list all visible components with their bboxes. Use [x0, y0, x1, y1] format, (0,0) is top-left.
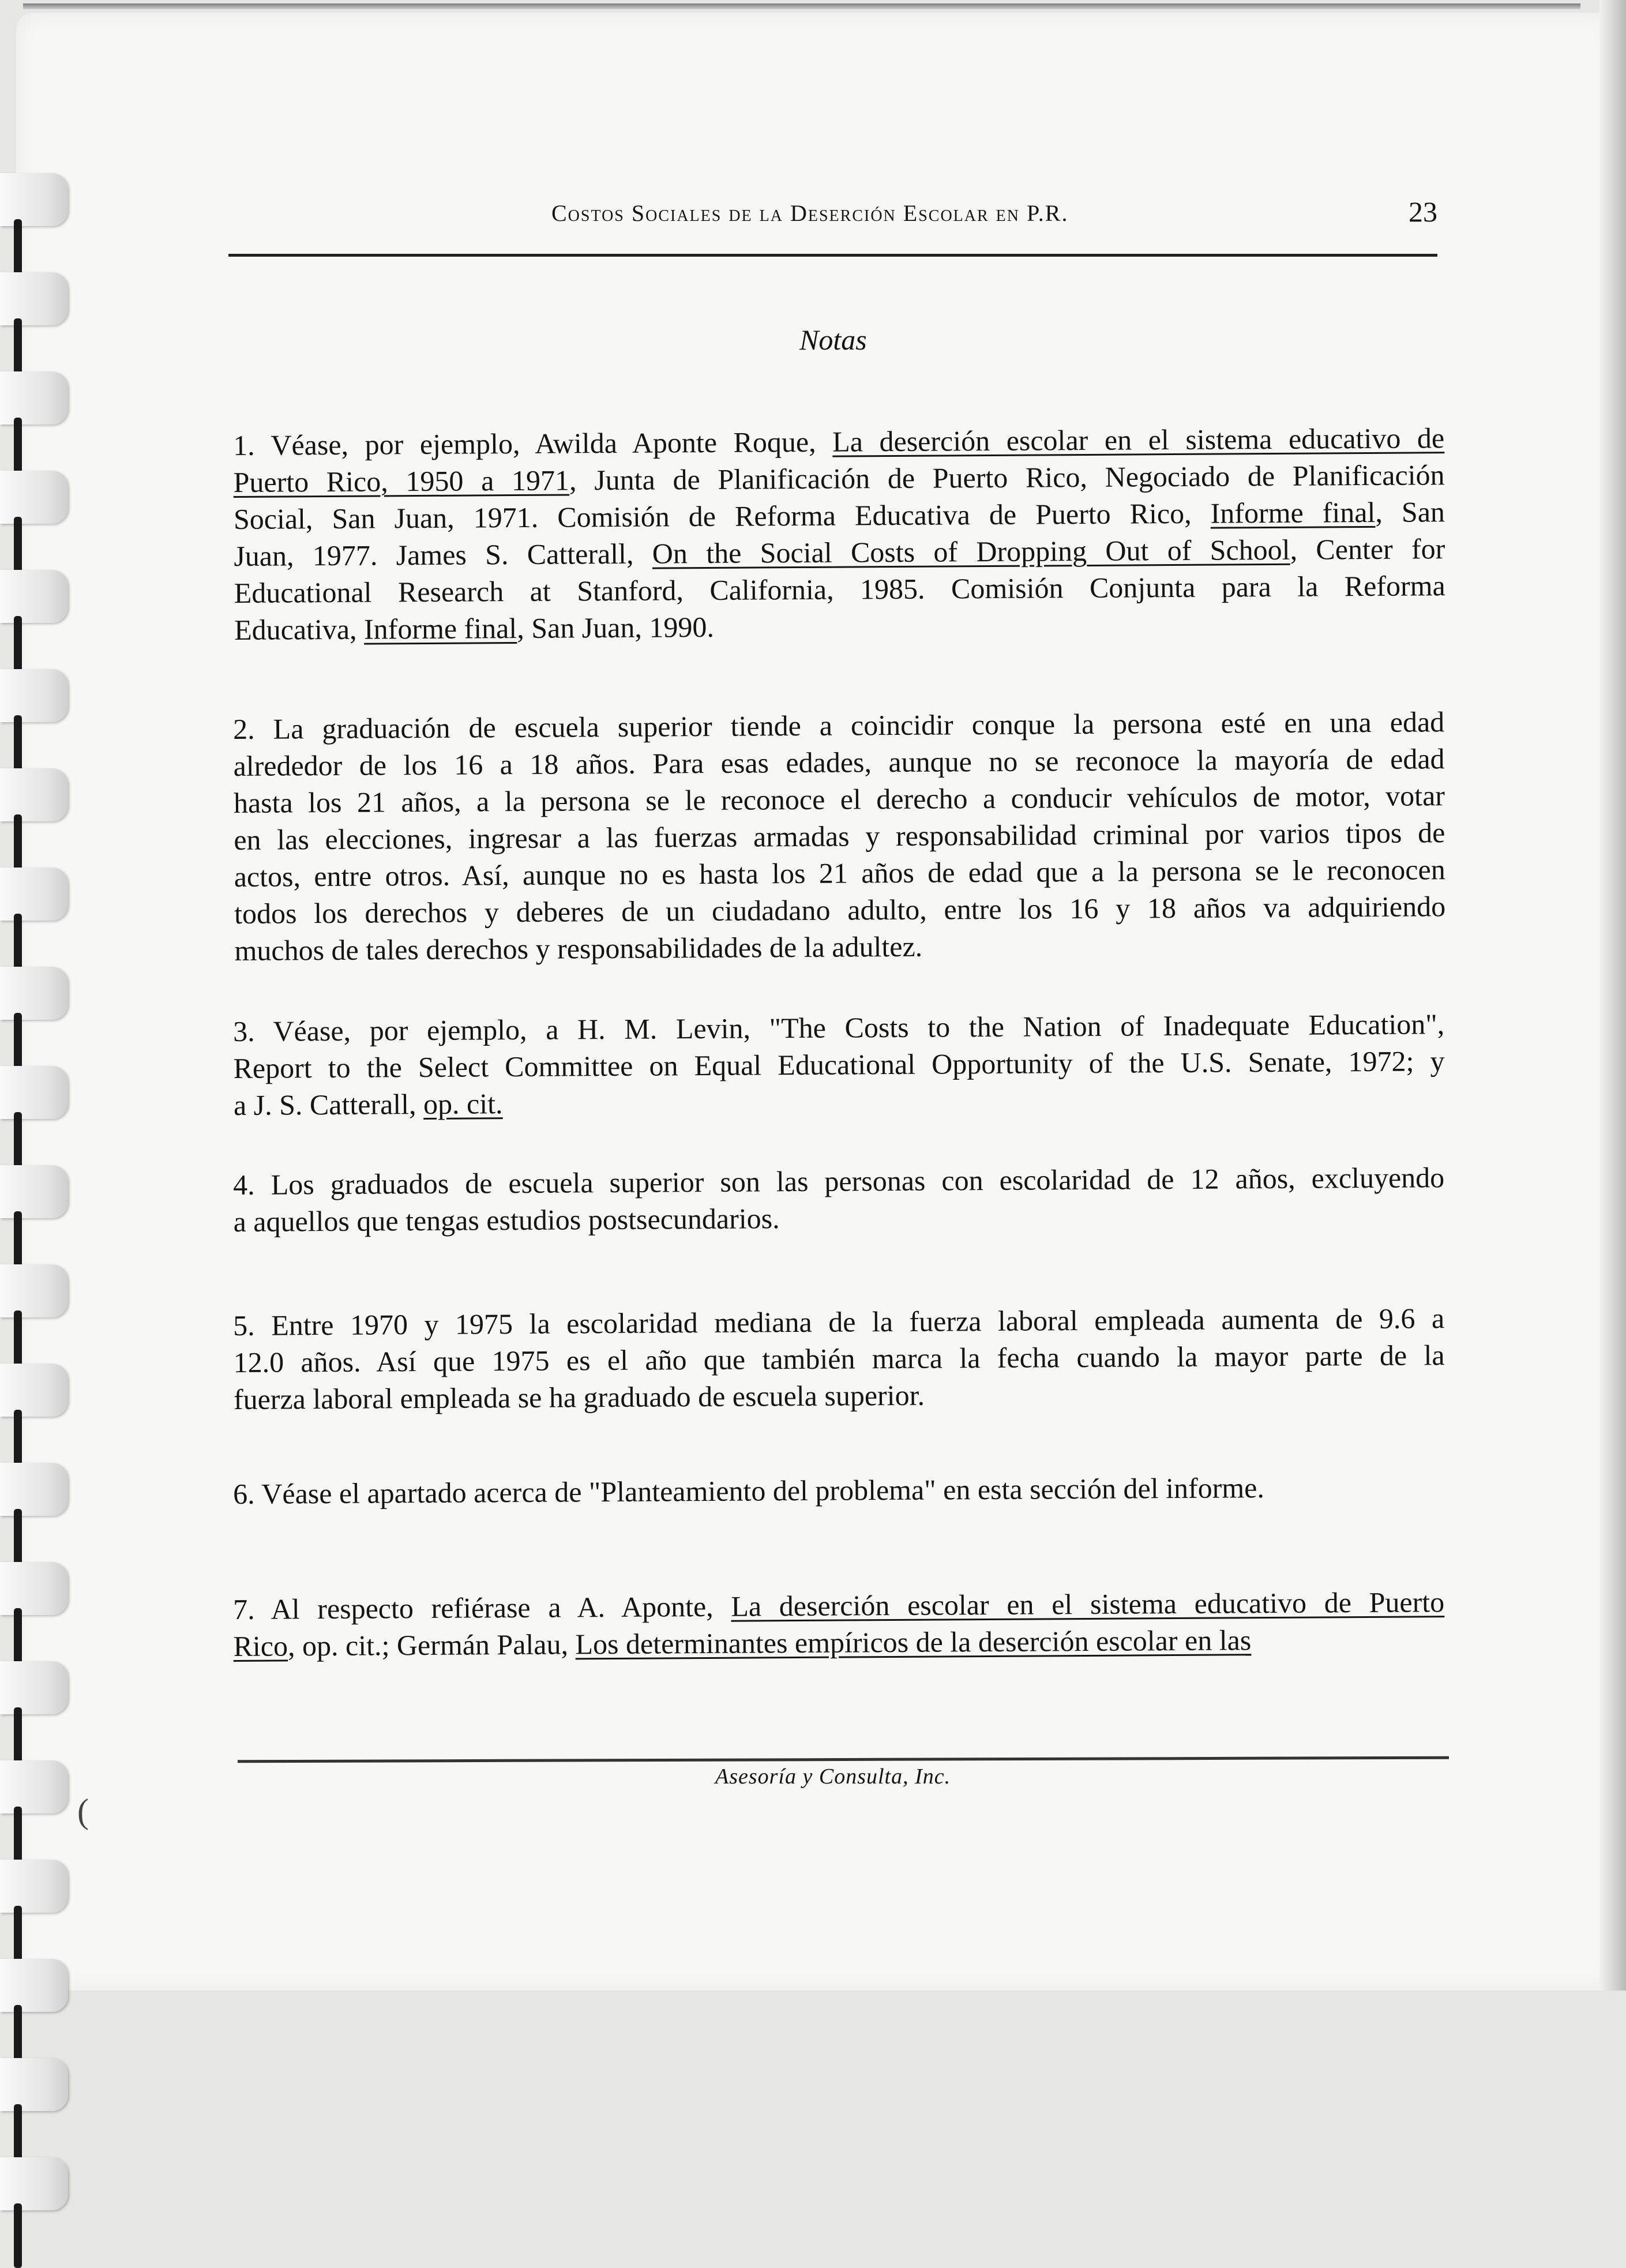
note-text: Educational Research at Stanford, California, 1985. Comisión Conjunta para la Reforma — [234, 569, 1445, 609]
section-title: Notas — [799, 324, 867, 356]
binding-ring — [0, 868, 68, 921]
page-sheet — [16, 13, 1613, 1991]
note-text: hasta los 21 años, a la persona se le reconoce el derecho a conducir vehículos de motor, votar — [233, 779, 1445, 819]
binding-ring — [0, 1066, 68, 1119]
note-4 — [233, 1159, 1445, 1240]
note-text: Educativa, — [234, 613, 365, 646]
binding-ring — [0, 1463, 68, 1516]
spiral-binding — [0, 0, 87, 1991]
note-text: actos, entre otros. Así, aunque no es hasta los 21 años de edad que a la persona se le reconocen — [234, 853, 1445, 893]
note-text: alrededor de los 16 a 18 años. Para esas edades, aunque no se reconoce la mayoría de edad — [233, 742, 1445, 782]
page-right-edge — [1599, 0, 1626, 1991]
note-line — [233, 1468, 1444, 1512]
binding-ring — [0, 1264, 68, 1317]
note-1 — [233, 419, 1445, 648]
note-text: Juan, 1977. James S. Catterall, — [234, 537, 652, 572]
note-text: 12.0 años. Así que 1975 es el año que también marca la fecha cuando la mayor parte de la — [233, 1339, 1445, 1379]
note-line — [233, 1196, 1444, 1240]
note-text: , op. cit.; Germán Palau, — [287, 1628, 576, 1662]
note-text: , San — [1375, 495, 1445, 528]
binding-ring — [0, 371, 68, 425]
note-3 — [233, 1005, 1445, 1124]
note-line — [233, 1336, 1444, 1381]
underlined-citation: Puerto Rico, 1950 a 1971 — [233, 464, 570, 498]
note-6 — [233, 1468, 1444, 1512]
note-line — [233, 1583, 1444, 1628]
underlined-citation: Informe final — [363, 612, 517, 645]
header-rule — [228, 254, 1437, 257]
binding-ring — [0, 1959, 68, 2012]
binding-ring — [0, 669, 68, 722]
note-line — [234, 925, 1445, 969]
note-text: 2. La graduación de escuela superior tiende a coincidir conque la persona esté en una edad — [233, 705, 1445, 745]
note-text: Report to the Select Committee on Equal Educational Opportunity of the U.S. Senate, 1972; y — [233, 1045, 1445, 1084]
note-line — [233, 1620, 1444, 1665]
note-line — [234, 604, 1445, 648]
binding-ring — [0, 173, 68, 226]
binding-ring — [0, 471, 68, 524]
page-number: 23 — [1409, 196, 1437, 228]
binding-ring — [0, 1760, 68, 1813]
binding-ring — [0, 1165, 68, 1218]
note-2 — [233, 703, 1446, 969]
note-5 — [233, 1300, 1445, 1418]
note-text: a aquellos que tengas estudios postsecundarios. — [233, 1202, 780, 1238]
note-text: 1. Véase, por ejemplo, Awilda Aponte Roque, — [233, 425, 833, 461]
note-text: 7. Al respecto refiérase a A. Aponte, — [233, 1590, 731, 1625]
underlined-citation: Informe final — [1210, 495, 1376, 530]
underlined-citation: Rico — [233, 1629, 288, 1662]
note-text: fuerza laboral empleada se ha graduado de escuela superior. — [233, 1379, 925, 1415]
underlined-citation: Los determinantes empíricos de la deserción escolar en las — [575, 1624, 1252, 1661]
running-title: Costos Sociales de la Deserción Escolar en P.R. — [551, 200, 1069, 226]
underlined-citation: La deserción escolar en el sistema educativo de Puerto — [731, 1586, 1445, 1623]
underlined-citation: La deserción escolar en el sistema educativo de — [832, 422, 1445, 458]
note-text: , San Juan, 1990. — [517, 610, 715, 644]
stray-mark: ( — [77, 1792, 89, 1830]
page-top-edge — [23, 3, 1580, 9]
footer-publisher: Asesoría y Consulta, Inc. — [715, 1764, 951, 1789]
binding-ring — [0, 967, 68, 1020]
binding-ring — [0, 1860, 68, 1913]
note-text: 5. Entre 1970 y 1975 la escolaridad mediana de la fuerza laboral empleada aumenta de 9.6 a — [233, 1302, 1445, 1342]
underlined-citation: op. cit. — [423, 1087, 503, 1120]
note-text: 6. Véase el apartado acerca de "Planteamiento del problema" en esta sección del informe. — [233, 1471, 1265, 1510]
note-line — [234, 888, 1445, 932]
note-text: a J. S. Catterall, — [233, 1087, 424, 1121]
binding-ring — [0, 570, 68, 623]
note-text: todos los derechos y deberes de un ciudadano adulto, entre los 16 y 18 años va adquiriendo — [234, 890, 1446, 930]
binding-hole — [14, 2203, 22, 2268]
note-text: 3. Véase, por ejemplo, a H. M. Levin, "The Costs to the Nation of Inadequate Education", — [233, 1008, 1445, 1047]
note-text: muchos de tales derechos y responsabilidades de la adultez. — [234, 930, 923, 967]
underlined-citation: On the Social Costs of Dropping Out of School — [652, 533, 1290, 570]
note-text: en las elecciones, ingresar a las fuerzas armadas y responsabilidad criminal por varios tipos de — [234, 816, 1445, 856]
note-text: 4. Los graduados de escuela superior son las personas con escolaridad de 12 años, excluyendo — [233, 1161, 1445, 1201]
note-7 — [233, 1583, 1445, 1665]
note-text: Social, San Juan, 1971. Comisión de Reforma Educativa de Puerto Rico, — [233, 497, 1211, 535]
binding-ring — [0, 272, 68, 325]
note-line — [233, 1042, 1444, 1087]
running-header — [228, 195, 1437, 236]
binding-ring — [0, 768, 68, 821]
binding-ring — [0, 2058, 68, 2111]
note-line — [233, 1159, 1444, 1203]
note-text: , Center for — [1290, 532, 1445, 566]
note-line — [234, 1079, 1445, 1124]
note-line — [234, 1373, 1445, 1418]
binding-ring — [0, 1562, 68, 1615]
note-line — [234, 567, 1445, 611]
binding-ring — [0, 2157, 68, 2210]
note-text: , Junta de Planificación de Puerto Rico, Negociado de Planificación — [569, 459, 1445, 497]
binding-ring — [0, 1364, 68, 1417]
binding-ring — [0, 1661, 68, 1714]
